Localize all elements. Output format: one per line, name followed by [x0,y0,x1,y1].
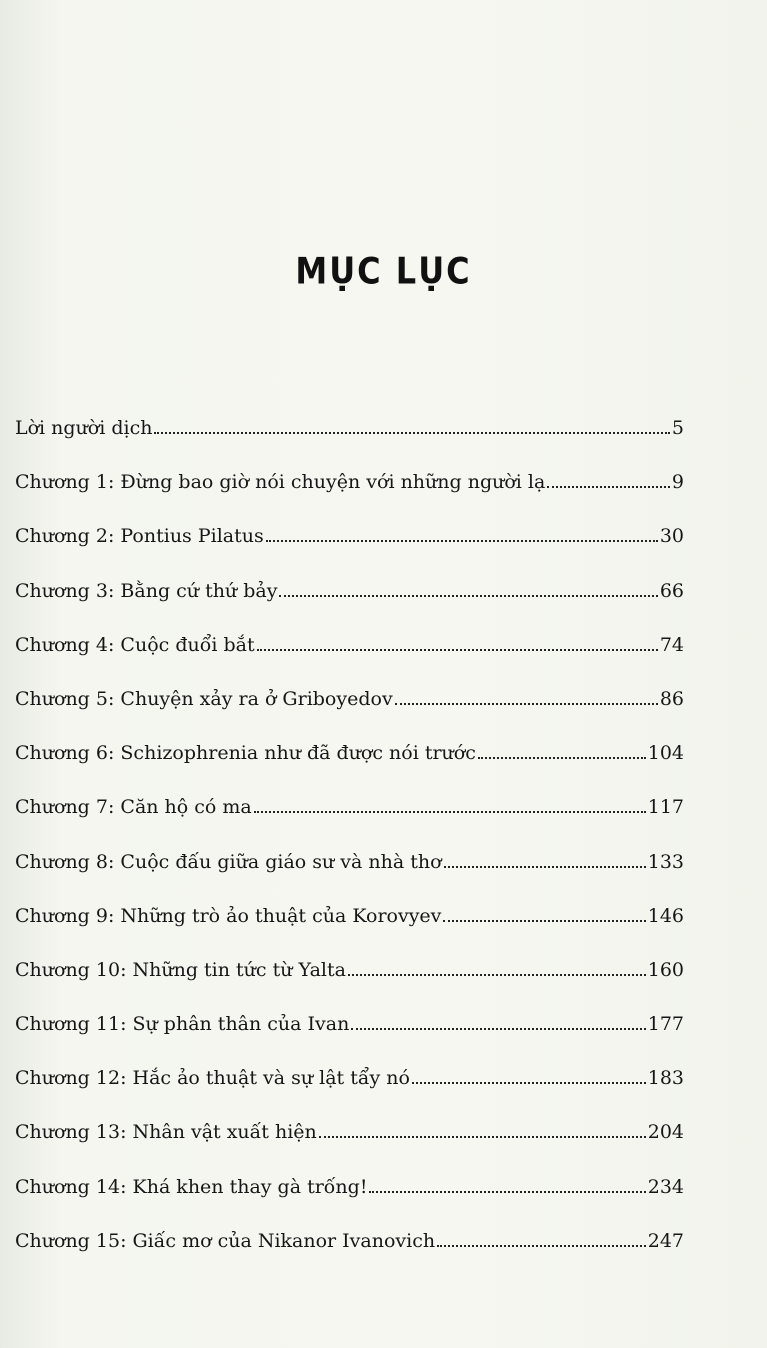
toc-entry-title: Chương 5: Chuyện xảy ra ở Griboyedov [15,687,393,710]
dot-leader [412,1082,646,1084]
dot-leader [351,1028,645,1030]
toc-entry-title: Chương 11: Sự phân thân của Ivan [15,1013,350,1036]
toc-entry-page: 160 [647,958,684,981]
toc-entry [15,896,684,950]
toc-entry [15,462,684,516]
toc-entry-title: Chương 9: Những trò ảo thuật của Korovyev [15,904,442,927]
toc-entry-page: 177 [647,1013,684,1036]
toc-entry-page: 9 [671,471,684,494]
toc-entry-title: Chương 13: Nhân vật xuất hiện [15,1121,317,1144]
dot-leader [154,432,669,434]
dot-leader [279,595,657,597]
toc-entry [15,1167,684,1221]
toc-entry [15,1058,684,1112]
toc-entry-title: Chương 3: Bằng cứ thứ bảy [15,579,278,602]
dot-leader [257,649,658,651]
toc-entry-page: 30 [659,525,684,548]
toc-entry-page: 117 [647,796,684,819]
dot-leader [443,920,645,922]
dot-leader [254,811,646,813]
toc-entry-title: Chương 4: Cuộc đuổi bắt [15,633,255,656]
toc-entry-title: Chương 14: Khá khen thay gà trống! [15,1175,368,1198]
dot-leader [547,486,670,488]
toc-entry [15,679,684,733]
toc-entry-page: 74 [659,633,684,656]
toc-entry-page: 204 [647,1121,684,1144]
toc-entry [15,950,684,1004]
toc-entry [15,1112,684,1166]
dot-leader [369,1191,645,1193]
toc-entry-title: Chương 6: Schizophrenia như đã được nói trước [15,742,476,765]
toc-entry-title: Chương 2: Pontius Pilatus [15,525,264,548]
toc-entry-page: 66 [659,579,684,602]
dot-leader [437,1245,646,1247]
toc-entry-page: 146 [647,904,684,927]
dot-leader [444,866,646,868]
toc-entry [15,842,684,896]
toc-entry [15,516,684,570]
toc-entry-page: 86 [659,687,684,710]
toc-entry [15,625,684,679]
toc-entry [15,733,684,787]
toc-entry-title: Chương 8: Cuộc đấu giữa giáo sư và nhà thơ [15,850,442,873]
toc-entry-title: Chương 15: Giấc mơ của Nikanor Ivanovich [15,1229,436,1252]
dot-leader [348,974,646,976]
page-title: MỤC LỤC [295,249,472,293]
dot-leader [395,703,658,705]
toc-entry [15,408,684,462]
toc-entry [15,571,684,625]
toc-entry-page: 247 [647,1229,684,1252]
toc-entry [15,787,684,841]
dot-leader [478,757,646,759]
toc-entry-page: 234 [647,1175,684,1198]
toc-entry-title: Chương 7: Căn hộ có ma [15,796,252,819]
dot-leader [319,1136,646,1138]
toc-entry-title: Lời người dịch [15,417,153,439]
toc-entry [15,1004,684,1058]
dot-leader [266,540,658,542]
toc-entry-page: 183 [647,1067,684,1090]
table-of-contents [15,408,684,1275]
toc-entry-title: Chương 12: Hắc ảo thuật và sự lật tẩy nó [15,1067,410,1090]
toc-entry-page: 104 [647,742,684,765]
toc-entry-page: 133 [647,850,684,873]
toc-entry-page: 5 [671,417,684,439]
toc-entry-title: Chương 1: Đừng bao giờ nói chuyện với những người lạ [15,471,546,494]
toc-entry [15,1221,684,1275]
toc-entry-title: Chương 10: Những tin tức từ Yalta [15,958,346,981]
